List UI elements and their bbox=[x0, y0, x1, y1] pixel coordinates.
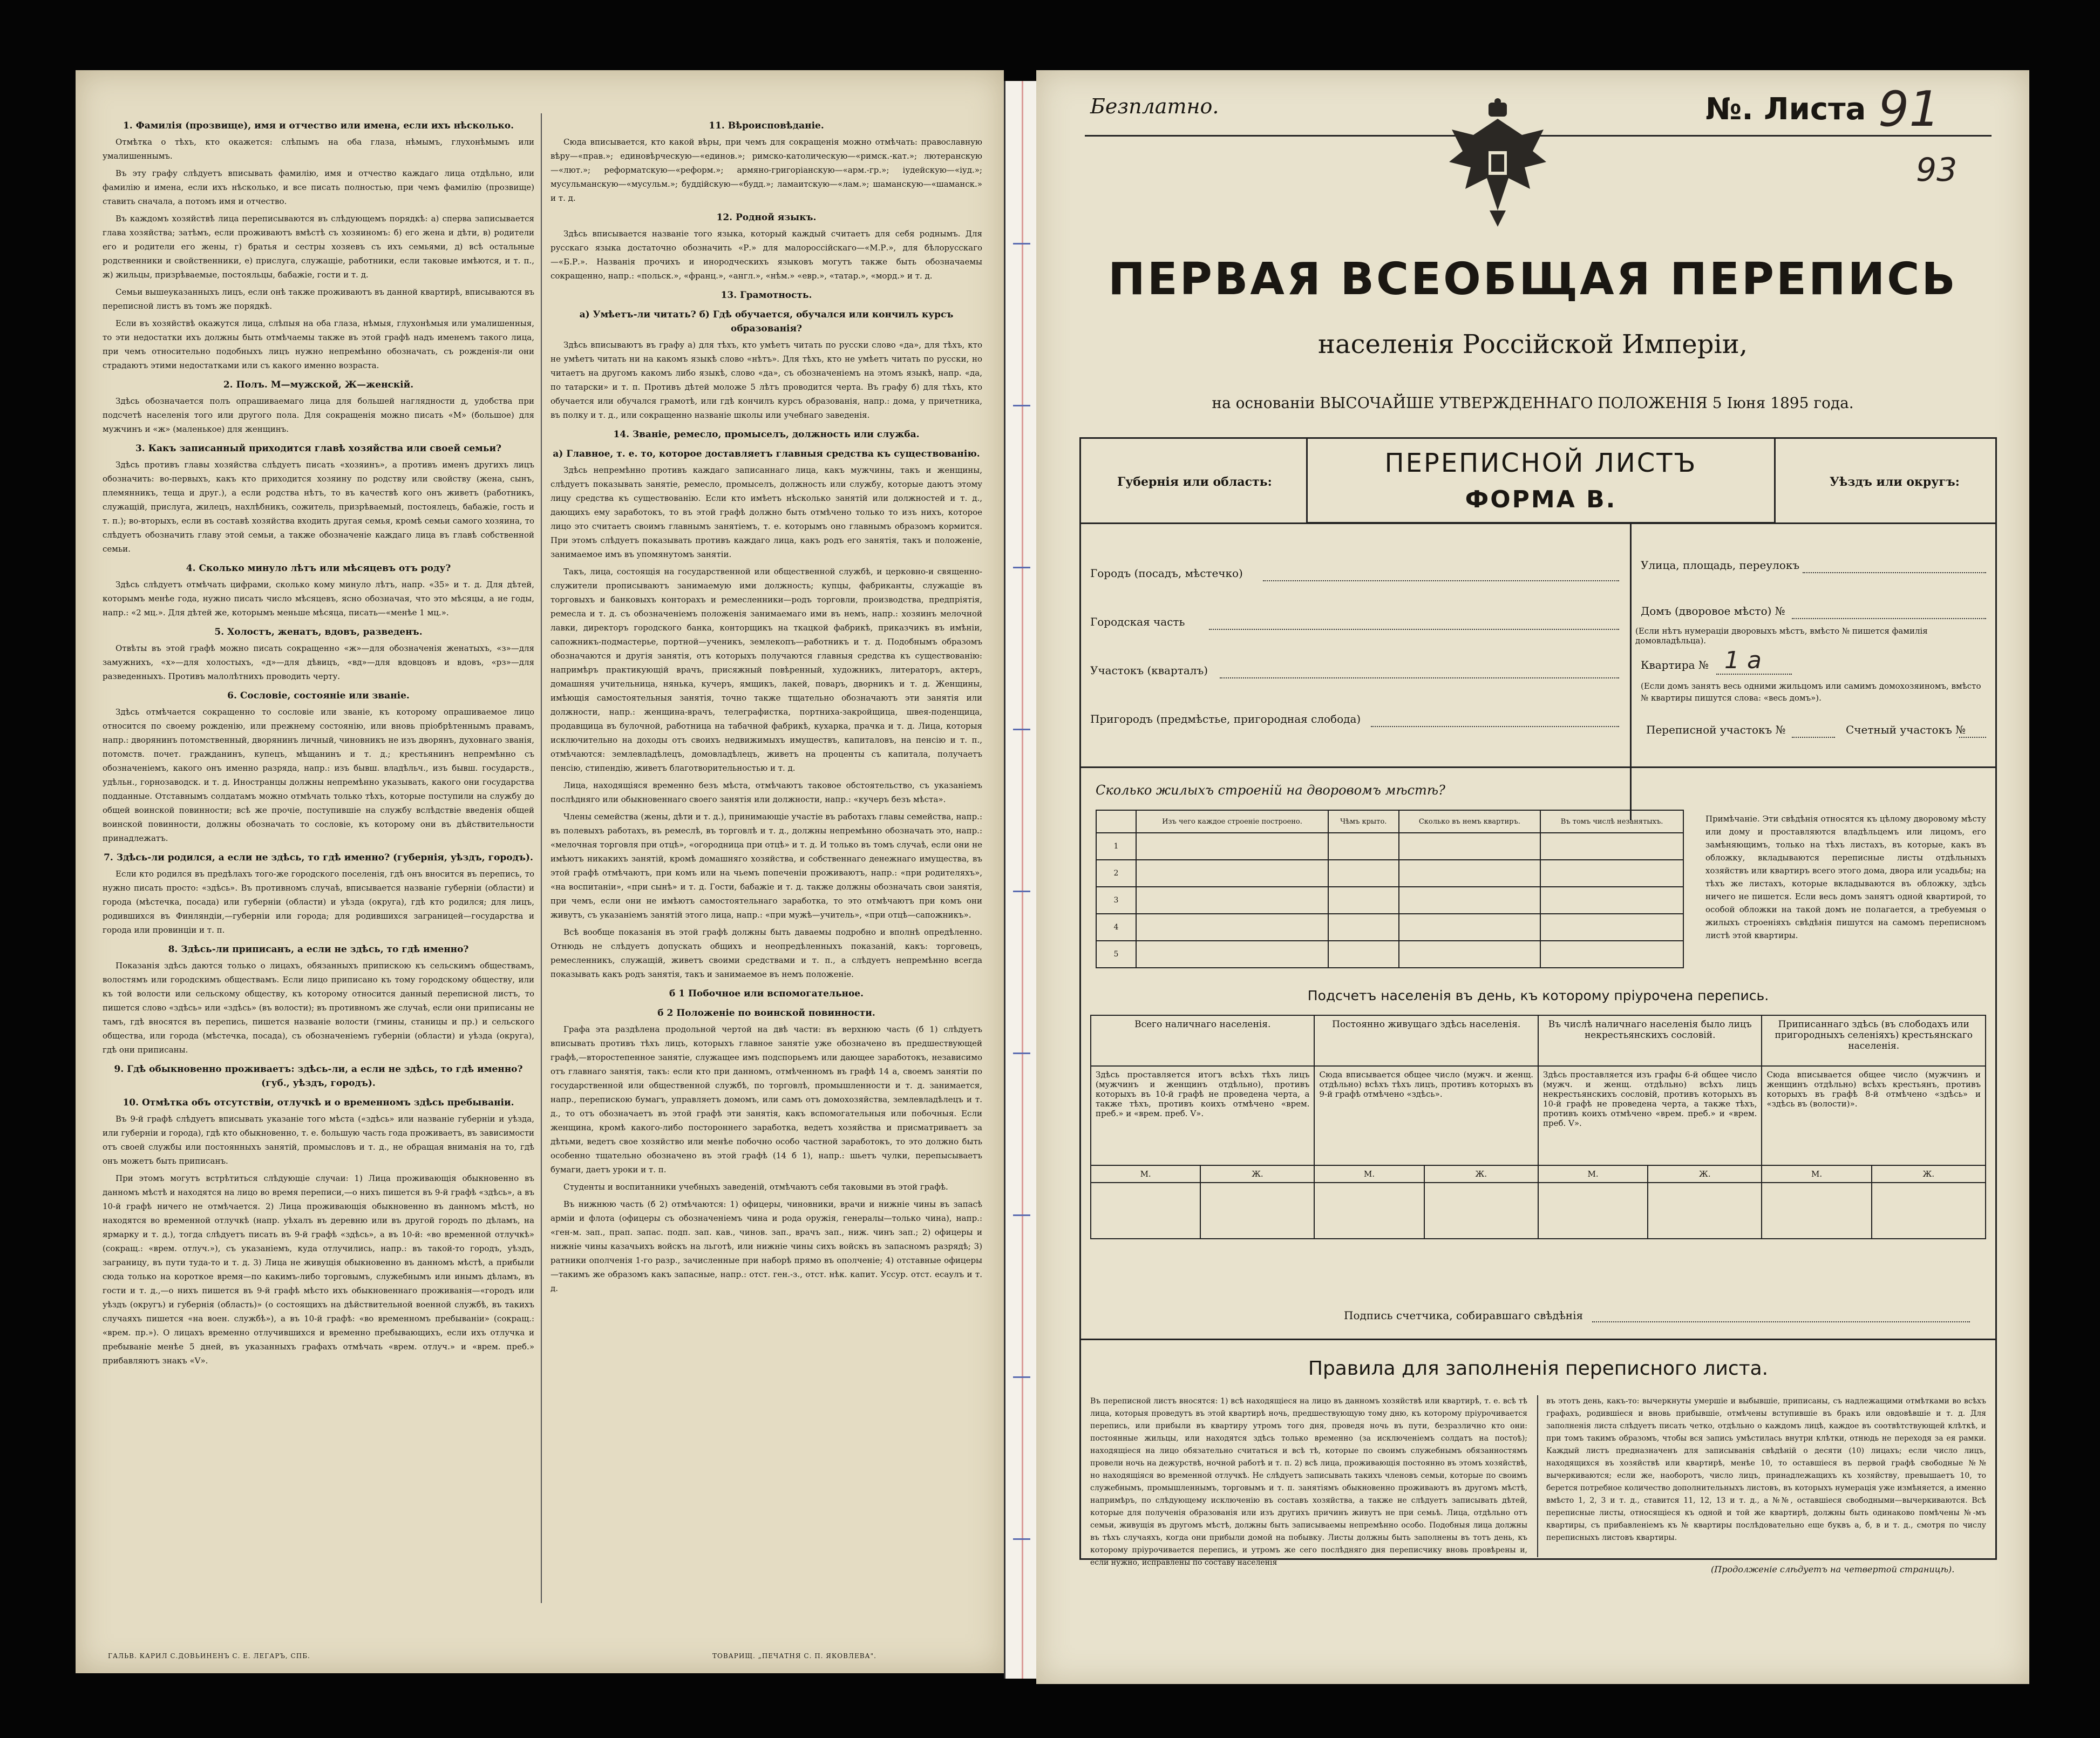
count-cell[interactable] bbox=[1538, 1183, 1648, 1239]
population-desc-peasant: Сюда вписывается общее число (мужчинъ и женщинъ отдѣльно) всѣхъ крестьянъ, противъ которыхъ въ графѣ 8-й отмѣчено «здѣсь» и «здѣсь въ (волости)». bbox=[1762, 1066, 1986, 1165]
table-cell[interactable] bbox=[1540, 941, 1683, 968]
row-number: 2 bbox=[1096, 860, 1136, 887]
table-cell[interactable] bbox=[1540, 860, 1683, 887]
rule-mark bbox=[1013, 1053, 1030, 1054]
paragraph: Здѣсь отмѣчается сокращенно то сословіе или званіе, къ которому опрашиваемое лицо относится по своему рожденію, или прежнему состоянію, или вновь пріобрѣтеннымъ правамъ, напр.: дворянинъ потомственный, дворянинъ личный, чиновникъ не изъ дворянъ, духовнаго званія, потомств. почет. гражданинъ, купецъ, мѣщанинъ и т. д.; крестьянинъ непремѣнно съ обозначеніемъ, какого онъ именно разряда, напр.: изъ бывш. владѣльч., изъ бывш. государств., удѣльн., горнозаводск. и т. д. Иностранцы должны непремѣнно указывать, какого они государства подданные. Отставнымъ солдатамъ можно отмѣчать только тѣхъ, которые поступили на службу до общей воинской повинности; всѣ же прочіе, поступившіе на службу вслѣдствіе введенія общей воинской повинности, должны обозначать то сословіе, къ которому они въ дѣйствительности принадлежатъ. bbox=[103, 707, 534, 843]
row-number: 5 bbox=[1096, 941, 1136, 968]
paragraph: Здѣсь непремѣнно противъ каждаго записаннаго лица, какъ мужчины, такъ и женщины, слѣдуетъ показывать занятіе, ремесло, промыселъ, должность или службу, которые даютъ этому лицу средства къ существованію. Если кто имѣетъ нѣсколько занятій или должностей и т. д., дающихъ ему заработокъ, то въ этой графѣ должно быть отмѣчено только то изъ нихъ, которое лицо это считаетъ своимъ главнымъ занятіемъ, т. е. которымъ оно главнымъ образомъ кормится. При этомъ слѣдуетъ показывать противъ каждаго лица, какъ родъ его занятія, такъ и положеніе, занимаемое имъ въ упомянутомъ занятіи. bbox=[551, 465, 982, 559]
count-cell[interactable] bbox=[1200, 1183, 1314, 1239]
table-cell[interactable] bbox=[1328, 833, 1399, 860]
census-subtitle: населенія Россійской Имперіи, bbox=[1318, 329, 1748, 359]
paragraph: Такъ, лица, состоящія на государственной или общественной службѣ, и церковно-и священно-служители прописываютъ занимаемую ими должность; купцы, фабриканты, служащіе въ торговыхъ и банковыхъ конторахъ и ремесленники—родъ торговли, производства, предпріятія, ремесла и т. д. съ обозначеніемъ положенія занимаемаго ими въ немъ, напр.: хозяинъ мелочной лавки, директоръ городского банка, конторщикъ на ткацкой фабрикѣ, приказчикъ въ имѣніи, сапожникъ-подмастерье, портной—ученикъ, землекопъ—работникъ и т. д. Подобнымъ образомъ обозначаются и другія занятія, отъ которыхъ получаются главныя средства къ существованію: напримѣръ практикующій врачъ, присяжный повѣренный, художникъ, литераторъ, актеръ, домашняя учительница, нянька, кучеръ, ямщикъ, лакей, поваръ, дворникъ и т. д. Женщины, имѣющія самостоятельныя занятія, точно также тщательно обозначаютъ эти занятія или должности, напр.: женщина-врачъ, телеграфистка, портниха-закройщица, швея-поденщица, продавщица въ булочной, работница на табачной фабрикѣ, кухарка, прачка и т. д. Лица, которыя исключительно на доходы отъ своихъ недвижимыхъ имуществъ, капиталовъ, на пенсію и т. п., отмѣчаются: землевладѣлецъ, домовладѣлецъ, живетъ на проценты съ капитала, получаетъ пенсію, стипендію, живетъ благотворительностью и т. д. bbox=[551, 567, 982, 773]
male-label: М. bbox=[1314, 1165, 1424, 1183]
district-label: Участокъ (кварталъ) bbox=[1090, 664, 1208, 677]
table-cell[interactable] bbox=[1399, 833, 1541, 860]
rule-mark bbox=[1013, 1538, 1030, 1540]
row-number: 4 bbox=[1096, 914, 1136, 941]
table-cell[interactable] bbox=[1328, 887, 1399, 914]
paragraph: Отвѣты въ этой графѣ можно писать сокращенно «ж»—для обозначенія женатыхъ, «з»—для замужнихъ, «х»—для холостыхъ, «д»—для дѣвицъ, «вд»—для вдовцовъ и вдовъ, «рз»—для разведенныхъ. Противъ малолѣтнихъ проводить черту. bbox=[103, 643, 534, 681]
binding-strip bbox=[1004, 81, 1036, 1679]
table-cell[interactable] bbox=[1540, 914, 1683, 941]
paragraph: Въ нижнюю часть (б 2) отмѣчаются: 1) офицеры, чиновники, врачи и нижніе чины въ запасѣ арміи и флота (офицеры съ обозначеніемъ чина и рода оружія, генералы—только чина), напр.: «ген-м. зап., прап. запас. подп. зап. кав., чинов. зап., врачъ зап., ниж. чинъ зап.; 2) офицеры и нижніе чины казачьихъ войскъ на льготѣ, или нижніе чины сихъ войскъ въ запасномъ разрядѣ; 3) ратники ополченія 1-го разр., зачисленные при наборѣ прямо въ ополченіе; 4) отставные офицеры—такимъ же образомъ какъ запасные, напр.: отст. ген.-з., отст. нѣк. капит. Уссур. отст. есаулъ и т. д. bbox=[551, 1199, 982, 1293]
section-heading: 13. Грамотность. bbox=[721, 290, 812, 301]
suburb-field[interactable] bbox=[1371, 726, 1619, 727]
census-legal-basis: на основаніи ВЫСОЧАЙШЕ УТВЕРЖДЕННАГО ПОЛОЖЕНІЯ 5 Іюня 1895 года. bbox=[1212, 394, 1854, 412]
table-cell[interactable] bbox=[1136, 941, 1328, 968]
apartment-handwritten: 1 a bbox=[1724, 647, 1762, 674]
city-label: Городъ (посадъ, мѣстечко) bbox=[1090, 567, 1243, 580]
paragraph: Если кто родился въ предѣлахъ того-же городского поселенія, гдѣ онъ вносится въ перепись, то нужно писать просто: «здѣсь». Въ противномъ случаѣ, вписывается названіе губерніи (области) и города (мѣстечка, посада) или губерніи (области) и уѣзда (округа), гдѣ кто родился; для лицъ, родившихся въ Финляндіи,—губерніи или города; для родившихся заграницей—государства и города или провинціи и т. п. bbox=[103, 869, 534, 935]
city-field[interactable] bbox=[1263, 580, 1619, 581]
imperial-eagle-emblem bbox=[1441, 97, 1554, 232]
female-label: Ж. bbox=[1200, 1165, 1314, 1183]
district-field[interactable] bbox=[1220, 677, 1619, 678]
buildings-header-roof: Чѣмъ крыто. bbox=[1328, 810, 1399, 833]
rule-mark bbox=[1013, 1376, 1030, 1378]
count-cell[interactable] bbox=[1091, 1183, 1200, 1239]
paragraph: Здѣсь вписывается названіе того языка, который каждый считаетъ для себя роднымъ. Для русскаго языка достаточно обозначить «Р.» для малороссійскаго—«М.Р.», для бѣлорусскаго—«Б.Р.». Названія прочихъ и инородческихъ языковъ могутъ также быть обозначаемы сокращенно, напр.: «польск.», «франц.», «англ.», «нѣм.» «евр.», «татар.», «морд.» и т. д. bbox=[551, 229, 982, 281]
rules-continuation: (Продолженіе слѣдуетъ на четвертой страницѣ). bbox=[1711, 1564, 1955, 1574]
table-cell[interactable] bbox=[1136, 887, 1328, 914]
rules-title: Правила для заполненія переписного листа. bbox=[1308, 1357, 1769, 1380]
paragraph: Если въ хозяйствѣ окажутся лица, слѣпыя на оба глаза, нѣмыя, глухонѣмыя или умалишенныя, то эти недостатки ихъ должны быть отмѣчаемы также въ этой графѣ надъ именемъ такого лица, при чемъ относительно подобныхъ лицъ нужно непремѣнно обозначать, съ рожденія-ли они страдаютъ этими недостатками или съ какого именно возраста. bbox=[103, 318, 534, 370]
table-cell[interactable] bbox=[1136, 833, 1328, 860]
section-heading: б 1 Побочное или вспомогательное. bbox=[669, 988, 864, 999]
female-label: Ж. bbox=[1424, 1165, 1538, 1183]
table-row bbox=[1096, 833, 1683, 860]
rule-mark bbox=[1013, 243, 1030, 245]
buildings-table bbox=[1096, 810, 1684, 968]
paragraph: Здѣсь вписываютъ въ графу а) для тѣхъ, кто умѣетъ читать по русски слово «да», для тѣхъ, кто не умѣетъ читать ни на какомъ языкѣ слово «нѣтъ». Для тѣхъ, кто не умѣетъ читать по русски, но читаетъ на другомъ какомъ либо языкѣ, слово «да», съ обозначеніемъ на этомъ языкѣ, напр. «да, по татарски» и т. п. Противъ дѣтей моложе 5 лѣтъ проводится черта. Въ графу б) для тѣхъ, кто обучается или обучался грамотѣ, или гдѣ кончилъ курсъ образованія, напр.: дома, у причетника, въ полку и т. д., или сокращенно названіе школы или учебнаго заведенія. bbox=[551, 340, 982, 420]
count-cell[interactable] bbox=[1314, 1183, 1424, 1239]
count-cell[interactable] bbox=[1762, 1183, 1871, 1239]
paragraph: Лица, находящіяся временно безъ мѣста, отмѣчаютъ таковое обстоятельство, съ указаніемъ послѣдняго или обыкновеннаго своего занятія или должности, напр.: «кучеръ безъ мѣста». bbox=[551, 780, 982, 804]
paragraph: Семьи вышеуказанныхъ лицъ, если онѣ также проживаютъ въ данной квартирѣ, вписываются въ переписной листъ въ томъ же порядкѣ. bbox=[103, 287, 534, 311]
section-heading: 8. Здѣсь-ли приписанъ, а если не здѣсь, то гдѣ именно? bbox=[168, 944, 469, 955]
paragraph: Графа эта раздѣлена продольной чертой на двѣ части: въ верхнюю часть (б 1) слѣдуетъ вписывать противъ тѣхъ лицъ, которыхъ главное занятіе уже обозначено въ предшествующей графѣ,—второстепенное занятіе, служащее имъ подспорьемъ или дающее заработокъ, независимо отъ главнаго занятія, такъ: если кто при данномъ, отмѣченномъ въ графѣ 14 а, своемъ занятіи по государственной или общественной службѣ, по торговлѣ, промышленности и т. д. занимается, напр., перепискою бумагъ, управляетъ домомъ, или самъ отъ домохозяйства, землевладѣлецъ и т. д., то отъ обозначаетъ въ этой графѣ эти занятія, какъ вспомогательныя или побочныя. Если женщина, кромѣ какого-либо постороннего заработка, ведетъ хозяйства и присматриваетъ за дѣтьми, ведетъ свое хозяйство или менѣе побочно особо частной заработокъ, то это должно быть особенно тщательно обозначено въ этой графѣ (14 б 1), напр.: шьетъ чулки, перепысываетъ бумаги, даетъ уроки и т. п. bbox=[551, 1024, 982, 1174]
rule-mark bbox=[1013, 405, 1030, 406]
sheet-number-handwritten-2: 93 bbox=[1916, 151, 1958, 189]
male-label: М. bbox=[1762, 1165, 1871, 1183]
section-heading: 11. Вѣроисповѣданіе. bbox=[709, 120, 824, 131]
section-heading: 10. Отмѣтка объ отсутствіи, отлучкѣ и о временномъ здѣсь пребываніи. bbox=[123, 1097, 514, 1108]
section-heading: 6. Сословіе, состояніе или званіе. bbox=[227, 690, 410, 701]
paragraph: Здѣсь слѣдуетъ отмѣчать цифрами, сколько кому минуло лѣтъ, напр. «35» и т. д. Для дѣтей, которымъ менѣе года, нужно писать число мѣсяцевъ, ясно обозначая, что это мѣсяцы, а не годы, напр.: «2 мц.». Для дѣтей же, которымъ меньше мѣсяца, писать—«менѣе 1 мц.». bbox=[103, 580, 534, 617]
city-part-label: Городская часть bbox=[1090, 615, 1185, 628]
census-title: ПЕРВАЯ ВСЕОБЩАЯ ПЕРЕПИСЬ bbox=[1108, 254, 1958, 305]
printer-imprint-right: ТОВАРИЩ. „ПЕЧАТНЯ С. П. ЯКОВЛЕВА". bbox=[712, 1652, 876, 1660]
paragraph: Здѣсь противъ главы хозяйства слѣдуетъ писать «хозяинъ», а противъ именъ другихъ лицъ обозначить: во-первыхъ, какъ кто приходится хозяину по родству или свойству (жена, сынъ, племянникъ, теща и друг.), а если родства нѣтъ, то въ качествѣ кого онъ живетъ (работникъ, служащій, прислуга, жилецъ, нахлѣбникъ, сожитель, призрѣваемый, постоялецъ, бабажіе, гость и т. п.); во-вторыхъ, если въ составѣ хозяйства входить другая семья, кромѣ семьи самого хозяина, то слѣдуетъ обозначить главу этой семьи, а также обозначеніе каждаго лица въ главѣ собственной семьи. bbox=[103, 460, 534, 554]
male-label: М. bbox=[1091, 1165, 1200, 1183]
section-heading: а) Умѣетъ-ли читать? б) Гдѣ обучается, обучался или кончилъ курсъ образованія? bbox=[579, 309, 954, 334]
table-cell[interactable] bbox=[1540, 887, 1683, 914]
section-heading: 9. Гдѣ обыкновенно проживаетъ: здѣсь-ли, а если не здѣсь, то гдѣ именно? (губ., уѣздъ, городъ). bbox=[114, 1064, 523, 1089]
table-row bbox=[1096, 860, 1683, 887]
paragraph: Сюда вписывается, кто какой вѣры, при чемъ для сокращенія можно отмѣчать: православную вѣру—«прав.»; единовѣрческую—«единов.»; римско-католическую—«римск.-кат.»; лютеранскую—«лют.»; реформатскую—«реформ.»; армяно-григоріанскую—«арм.-гр.»; іудейскую—«іуд.»; мусульманскую—«мусульм.»; буддійскую—«будд.»; ламаитскую—«лам.»; шаманскую—«шаманск.» и т. д. bbox=[551, 137, 982, 203]
rules-column-2: въ этотъ день, какъ-то: вычеркнуты умершіе и выбывшіе, приписаны, съ надлежащими отмѣтками во всѣхъ графахъ, родившіеся и вновь прибывшіе, отмѣчены вступившіе въ бракъ или овдовѣвшіе и т. д. Для заполненія листа слѣдуетъ писать четко, отдѣльно о каждомъ лицѣ, каждое въ соотвѣтствующей клѣткѣ, и при томъ такимъ образомъ, чтобы вся запись умѣстилась внутри клѣтки, отнюдь не переходя за ея рамки. Каждый листъ предназначенъ для записыванія свѣдѣній о десяти (10) лицахъ; если число лицъ, находящихся въ хозяйствѣ или квартирѣ, менѣе 10, то оставшіеся въ первой графѣ свободные №№ вычеркиваются; если же, наоборотъ, число лицъ, принадлежащихъ къ хозяйству, превышаетъ 10, то берется потребное количество дополнительныхъ листовъ, въ которыхъ нумерація уже измѣняется, а именно вмѣсто 1, 2, 3 и т. д., ставится 11, 12, 13 и т. д., а №№, оставшіеся свободными—вычеркиваются. Всѣ переписные листы, относящіеся къ одной и той же квартирѣ, должны быть одинаково помѣчены №-мъ квартиры, съ прибавленіемъ къ № квартиры послѣдовательно еще буквъ а, б, в и т. д., смотря по числу переписныхъ листовъ квартиры. bbox=[1546, 1397, 1986, 1542]
form-letter: ФОРМА В. bbox=[1465, 486, 1617, 513]
signature-rule bbox=[1079, 1339, 1997, 1340]
census-section-field[interactable] bbox=[1792, 737, 1835, 738]
sheet-number-label: №. Листа bbox=[1705, 92, 1866, 127]
buildings-table-corner bbox=[1096, 810, 1136, 833]
population-header-permanent: Постоянно живущаго здѣсь населенія. bbox=[1314, 1015, 1538, 1066]
section-heading: а) Главное, т. е. то, которое доставляетъ главныя средства къ существованію. bbox=[553, 449, 980, 459]
printer-imprint-left: ГАЛЬВ. КАРИЛ С.ДОВЬИНЕНЪ С. Е. ЛЕГАРЪ, СПБ. bbox=[108, 1652, 310, 1660]
address-bottom-rule bbox=[1079, 766, 1997, 768]
instructions-page bbox=[76, 70, 1004, 1673]
count-cell[interactable] bbox=[1872, 1183, 1986, 1239]
rule-mark bbox=[1013, 729, 1030, 730]
paragraph: Члены семейства (жены, дѣти и т. д.), принимающіе участіе въ работахъ главы семейства, напр.: въ полевыхъ работахъ, въ ремеслѣ, въ торговлѣ и т. д., должны непремѣнно обозначать это, напр.: «мелочная торговля при отцѣ», «огородница при отцѣ» и т. д. И только въ томъ случаѣ, если они не имѣютъ никакихъ занятій, кромѣ домашняго хозяйства, и собственнаго денежнаго имущества, въ этой графѣ отмѣчаютъ, при комъ или на чьемъ попеченіи проживаютъ, напр.: «при родителяхъ», «на воспитаніи», «при сынѣ» и т. д. Гости, бабажіе и т. д. также должны обозначать свои занятія, при чемъ, если они не имѣютъ самостоятельнаго заработка, то это отмѣчаютъ при комъ они живутъ, съ указаніемъ занятій этого лица, напр.: «при мужѣ—учитель», «при отцѣ—сапожникъ». bbox=[551, 812, 982, 920]
population-desc-permanent: Сюда вписывается общее число (мужч. и женщ. отдѣльно) всѣхъ тѣхъ лицъ, противъ которыхъ въ 9-й графѣ отмѣчено «здѣсь». bbox=[1314, 1066, 1538, 1165]
count-cell[interactable] bbox=[1648, 1183, 1762, 1239]
rule-mark bbox=[1013, 567, 1030, 568]
house-number-label: Домъ (дворовое мѣсто) № bbox=[1641, 605, 1785, 617]
count-cell[interactable] bbox=[1424, 1183, 1538, 1239]
header-divider bbox=[1079, 522, 1997, 524]
section-heading: 2. Полъ. М—мужской, Ж—женскій. bbox=[223, 379, 414, 390]
buildings-note: Примѣчаніе. Эти свѣдѣнія относятся къ цѣлому дворовому мѣсту или дому и проставляются владѣльцемъ или лицомъ, его замѣняющимъ, только на тѣхъ листахъ, въ которые, какъ въ обложку, вкладываются переписные листы отдѣльныхъ хозяйствъ или квартиръ всего этого дома, двора или усадьбы; на тѣхъ же листахъ, которые вкладываются въ обложку, здѣсь ничего не пишется. Если весь домъ занятъ одной квартирой, то особой обложки на такой домъ не полагается, а требуемыя о жилыхъ строеніяхъ свѣдѣнія пишутся на самомъ переписномъ листѣ этой квартиры. bbox=[1705, 814, 1986, 940]
row-number: 3 bbox=[1096, 887, 1136, 914]
table-cell[interactable] bbox=[1399, 914, 1541, 941]
table-row bbox=[1096, 941, 1683, 968]
house-note: (Если нѣтъ нумераціи дворовыхъ мѣстъ, вмѣсто № пишется фамилія домовладѣльца). bbox=[1635, 626, 1928, 646]
address-divider bbox=[1630, 524, 1632, 820]
form-title: ПЕРЕПИСНОЙ ЛИСТЪ bbox=[1384, 448, 1697, 478]
table-row bbox=[1096, 914, 1683, 941]
census-section-label: Переписной участокъ № bbox=[1646, 723, 1786, 736]
paragraph: Всѣ вообще показанія въ этой графѣ должны быть даваемы подробно и вполнѣ опредѣленно. Отнюдь не слѣдуетъ допускать общихъ и неопредѣленныхъ показаній, какъ: торговецъ, ремесленникъ, служащій, живетъ своими средствами и т. п., а слѣдуетъ непремѣнно всегда показывать какъ родъ занятія, такъ и занимаемое въ немъ положеніе. bbox=[551, 927, 982, 979]
population-header-peasant: Приписаннаго здѣсь (въ слободахъ или пригородныхъ селеніяхъ) крестьянскаго населенія. bbox=[1762, 1015, 1986, 1066]
rules-divider bbox=[1537, 1395, 1538, 1557]
table-cell[interactable] bbox=[1540, 833, 1683, 860]
paragraph: Отмѣтка о тѣхъ, кто окажется: слѣпымъ на оба глаза, нѣмымъ, глухонѣмымъ или умалишеннымъ. bbox=[103, 137, 534, 161]
house-number-field[interactable] bbox=[1792, 618, 1986, 619]
table-cell[interactable] bbox=[1328, 941, 1399, 968]
column-divider bbox=[541, 113, 542, 1603]
buildings-header-vacant: Въ томъ числѣ незанятыхъ. bbox=[1540, 810, 1683, 833]
table-cell[interactable] bbox=[1399, 860, 1541, 887]
table-cell[interactable] bbox=[1399, 941, 1541, 968]
population-header-non-peasant: Въ числѣ наличнаго населенія было лицъ некрестьянскихъ сословій. bbox=[1538, 1015, 1762, 1066]
population-title: Подсчетъ населенія въ день, къ которому пріурочена перепись. bbox=[1307, 988, 1769, 1003]
buildings-question: Сколько жилыхъ строеній на дворовомъ мѣстѣ? bbox=[1096, 783, 1445, 798]
counting-section-field[interactable] bbox=[1959, 737, 1986, 738]
city-part-field[interactable] bbox=[1209, 629, 1619, 630]
signature-field[interactable] bbox=[1592, 1321, 1970, 1322]
buildings-header-material: Изъ чего каждое строеніе построено. bbox=[1136, 810, 1328, 833]
paragraph: Студенты и воспитанники учебныхъ заведеній, отмѣчаютъ себя таковыми въ этой графѣ. bbox=[563, 1182, 948, 1192]
rule-mark bbox=[1013, 891, 1030, 892]
section-heading: 4. Сколько минуло лѣтъ или мѣсяцевъ отъ роду? bbox=[186, 563, 451, 574]
margin-line bbox=[1022, 81, 1023, 1679]
table-cell[interactable] bbox=[1136, 914, 1328, 941]
table-cell[interactable] bbox=[1328, 860, 1399, 887]
population-desc-non-peasant: Здѣсь проставляется изъ графы 6-й общее число (мужч. и женщ. отдѣльно) всѣхъ лицъ некрестьянскихъ сословій, противъ которыхъ въ 10-й графѣ не проведена черта, а также тѣхъ, противъ коихъ отмѣчено «врем. преб.» и «врем. преб. V». bbox=[1538, 1066, 1762, 1165]
table-cell[interactable] bbox=[1136, 860, 1328, 887]
rule-mark bbox=[1013, 1214, 1030, 1216]
section-heading: 14. Званіе, ремесло, промыселъ, должность или служба. bbox=[613, 429, 920, 440]
paragraph: Въ 9-й графѣ слѣдуетъ вписывать указаніе того мѣста («здѣсь» или названіе губерніи и уѣзда, или губерніи и города), гдѣ кто обыкновенно, т. е. большую часть года проживаетъ, въ зависимости отъ своей службы или постоянныхъ занятій, промысловъ и т. д., не обращая вниманія на то, гдѣ онъ можетъ быть приписанъ. bbox=[103, 1114, 534, 1166]
counting-section-label: Счетный участокъ № bbox=[1846, 723, 1966, 736]
paragraph: Показанія здѣсь даются только о лицахъ, обязанныхъ припискою къ сельскимъ обществамъ, волостямъ или городскимъ обществамъ. Если лицо приписано къ тому городскому обществу, или къ той волости или сельскому обществу, къ которому относится данный переписной листъ, то пишется слово «здѣсь» или «здѣсь» (въ волости); въ противномъ же случаѣ, если они приписаны не тамъ, гдѣ вносятся въ перепись, пишется названіе волости (гмины, станицы и пр.) и сельского общества, или города (мѣстечка, посада), съ обозначеніемъ губерніи (области) и уѣзда (округа), гдѣ они приписаны. bbox=[103, 961, 534, 1055]
paragraph: При этомъ могутъ встрѣтиться слѣдующіе случаи: 1) Лица проживающія обыкновенно въ данномъ мѣстѣ и находятся на лицо во время переписи,—о нихъ пишется въ 9-й графѣ «здѣсь», а въ 10-й графѣ ничего не отмѣчается. 2) Лица проживающія обыкновенно въ данномъ мѣстѣ, но находятся во временной отлучкѣ (напр. уѣхалъ въ деревню или въ другой городъ по дѣламъ, на ярмарку и т. д.), тогда слѣдуетъ писать въ 9-й графѣ «здѣсь», а въ 10-й: «во временной отлучкѣ» (сокращ.: «врем. отлуч.»), съ указаніемъ, куда отлучились, напр.: въ такой-то городъ, уѣздъ, заграницу, въ пути туда-то и т. д. 3) Лица не живущія обыкновенно въ данномъ мѣстѣ, а прибыли сюда только на короткое время—по какимъ-либо торговымъ, служебнымъ или инымъ дѣламъ, въ гости и т. д.,—о нихъ пишется въ 9-й графѣ мѣсто ихъ обыкновеннаго проживанія—«городъ или уѣздъ (округъ) и губернія (область)» (о состоящихъ на дѣйствительной военной службѣ, въ такихъ случаяхъ пишется «на воен. службѣ»), а въ 10-й графѣ: «во временномъ пребываніи» (сокращ.: «врем. пр.»). О лицахъ временно отлучившихся и временно пребывающихъ, если ихъ отлучка и пребываніе менѣе 5 дней, въ указанныхъ графахъ отмѣчать «врем. отлуч.» и «врем. преб.» прибавляютъ знакъ «V». bbox=[103, 1173, 534, 1366]
free-label: Безплатно. bbox=[1090, 94, 1219, 118]
paragraph: Здѣсь обозначается полъ опрашиваемаго лица для большей наглядности д, удобства при подсчетѣ населенія того или другого пола. Для сокращенія можно писать «М» (большое) для мужчинъ и «ж» (маленькое) для женщинъ. bbox=[103, 396, 534, 434]
female-label: Ж. bbox=[1872, 1165, 1986, 1183]
buildings-header-apartments: Сколько въ немъ квартиръ. bbox=[1399, 810, 1541, 833]
population-desc-total: Здѣсь проставляется итогъ всѣхъ тѣхъ лицъ (мужчинъ и женщинъ отдѣльно), противъ которыхъ въ 10-й графѣ не проведена черта, а также тѣхъ, противъ коихъ отмѣчено «врем. преб.» и «врем. преб. V». bbox=[1091, 1066, 1314, 1165]
section-heading: 3. Какъ записанный приходится главѣ хозяйства или своей семьи? bbox=[135, 443, 502, 454]
section-heading: 12. Родной языкъ. bbox=[716, 212, 817, 223]
table-cell[interactable] bbox=[1399, 887, 1541, 914]
apartment-field[interactable] bbox=[1716, 674, 1792, 675]
population-table bbox=[1090, 1015, 1986, 1239]
apartment-note: (Если домъ занятъ весь одними жильцомъ или самимъ домохозяиномъ, вмѣсто № квартиры пишутся слова: «весь домъ»). bbox=[1641, 681, 1981, 703]
sheet-number-handwritten: 91 bbox=[1878, 81, 1940, 138]
section-heading: б 2 Положеніе по воинской повинности. bbox=[657, 1008, 875, 1019]
paragraph: Въ эту графу слѣдуетъ вписывать фамилію, имя и отчество каждаго лица отдѣльно, или фамилію и имена, если ихъ нѣсколько, и все писать полностью, при чемъ фамилію (прозвище) ставить сначала, а потомъ имя и отчество. bbox=[103, 168, 534, 206]
population-header-total: Всего наличнаго населенія. bbox=[1091, 1015, 1314, 1066]
row-number: 1 bbox=[1096, 833, 1136, 860]
guberniya-label: Губернія или область: bbox=[1117, 475, 1272, 489]
paragraph: Въ каждомъ хозяйствѣ лица переписываются въ слѣдующемъ порядкѣ: а) сперва записывается глава хозяйства; затѣмъ, если проживаютъ вмѣстѣ съ хозяиномъ: б) его жена и дѣти, в) родители его и родители его жены, г) братья и сестры хозяевъ съ ихъ семьями, д) всѣ остальные родственники и свойственники, е) прислуга, служащіе, работники, если таковые имѣются, и т. п., ж) жильцы, призрѣваемые, постояльцы, бабажіе, гости и т. д. bbox=[103, 214, 534, 280]
section-heading: 1. Фамилія (прозвище), имя и отчество или имена, если ихъ нѣсколько. bbox=[123, 120, 514, 131]
street-field[interactable] bbox=[1803, 572, 1986, 573]
female-label: Ж. bbox=[1648, 1165, 1762, 1183]
census-form-page bbox=[1036, 70, 2029, 1684]
apartment-label: Квартира № bbox=[1641, 658, 1709, 671]
street-label: Улица, площадь, переулокъ bbox=[1641, 559, 1800, 572]
table-row bbox=[1096, 887, 1683, 914]
section-heading: 5. Холостъ, женатъ, вдовъ, разведенъ. bbox=[214, 627, 423, 637]
instructions-column-2 bbox=[551, 113, 982, 1299]
male-label: М. bbox=[1538, 1165, 1648, 1183]
section-heading: 7. Здѣсь-ли родился, а если не здѣсь, то гдѣ именно? (губернія, уѣздъ, городъ). bbox=[104, 852, 533, 863]
table-cell[interactable] bbox=[1328, 914, 1399, 941]
uezd-label: Уѣздъ или округъ: bbox=[1830, 475, 1960, 489]
signature-label: Подпись счетчика, собиравшаго свѣдѣнія bbox=[1344, 1309, 1584, 1322]
instructions-column-1 bbox=[103, 113, 534, 1371]
rules-column-1: Въ переписной листъ вносятся: 1) всѣ находящіеся на лицо въ данномъ хозяйствѣ или квартирѣ, т. е. всѣ тѣ лица, которыя проведутъ въ этой квартирѣ ночь, предшествующую тому дню, къ которому пріурочивается перепись, или прибыли въ квартиру утромъ того дня, проведя ночь въ пути, безразлично кто они: постоянные жильцы, или находятся здѣсь только временно (за исключеніемъ солдатъ на постоѣ); находящіеся на лицо обязательно считаться и всѣ тѣ, которые по своимъ служебнымъ обязанностямъ провели ночь на дежурствѣ, ночной работѣ и т. п. 2) всѣ лица, проживающія постоянно въ этомъ хозяйствѣ, но находящіяся во временной отлучкѣ. Не слѣдуетъ записывать такихъ членовъ семьи, которые по своимъ служебнымъ, промышленнымъ, торговымъ и т. п. занятіямъ обыкновенно проживаютъ въ другомъ мѣстѣ, напримѣръ, по слѣдующему исключенію въ составъ хозяйства, а также не слѣдуетъ записывать дѣтей, которые для полученія образованія или изъ другихъ причинъ живутъ не при семьѣ. Лица, отдѣльно отъ семьи, живущія въ другомъ мѣстѣ, должны быть записываемы непремѣнно особо. Подобныя лица должны въ тѣхъ случаяхъ, когда они прибыли домой на побывку. Листы должны быть заполнены въ тотъ день, къ которому пріурочивается перепись, и утромъ же сего послѣдняго дня переписчику вновь провѣрены и, если нужно, исправлены по составу населенія bbox=[1090, 1397, 1527, 1567]
suburb-label: Пригородъ (предмѣстье, пригородная слобода) bbox=[1090, 712, 1361, 725]
